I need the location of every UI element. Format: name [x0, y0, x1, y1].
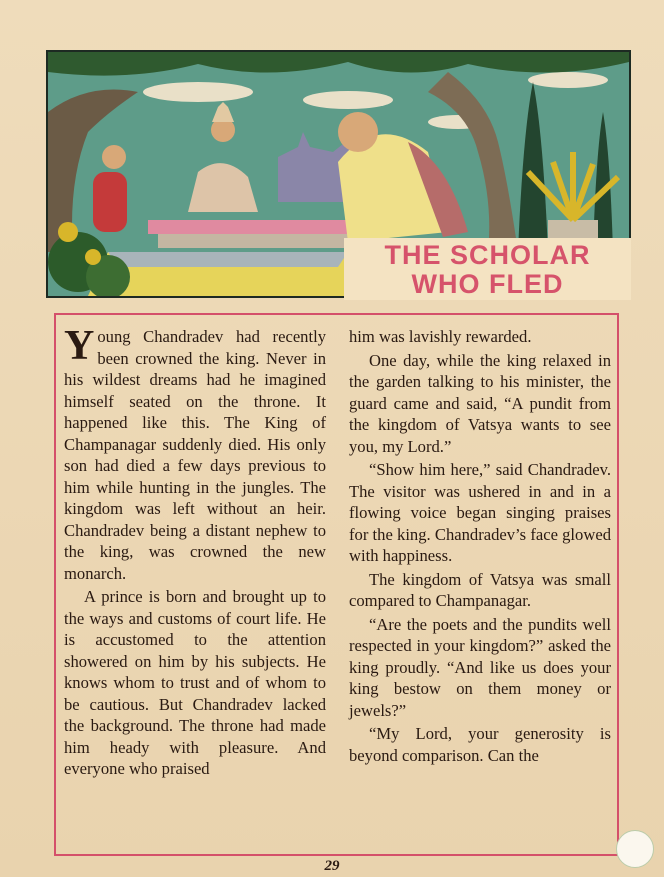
paragraph: him was lavishly rewarded.	[349, 327, 532, 346]
story-title	[344, 238, 631, 300]
page-number: 29	[324, 858, 340, 874]
paragraph-text: oung Chandradev had recently been crowned the king. Never in his wildest dreams had he imagined himself seated on the throne. It happened like this. The King of Champanagar suddenly died. His only son had died a few days previous to him while hunting in the jungles. The kingdom was left without an heir. Chandradev being a distant nephew to the king, was crowned the new monarch.	[64, 327, 326, 583]
paragraph: “My Lord, your generosity is beyond comparison. Can the	[349, 724, 611, 765]
publisher-logo-icon	[616, 830, 654, 868]
paragraph	[64, 323, 326, 584]
right-column	[349, 326, 611, 768]
title-line-2: WHO FLED	[411, 269, 564, 299]
paragraph: “Show him here,” said Chandradev. The visitor was ushered in and in a flowing voice began singing praises for the king. Chandradev’s face glowed with happiness.	[349, 460, 611, 565]
left-column	[64, 323, 326, 782]
drop-cap: Y	[64, 323, 95, 369]
title-line-1: THE SCHOLAR	[384, 240, 591, 270]
paragraph: The kingdom of Vatsya was small compared to Champanagar.	[349, 569, 611, 610]
paragraph: A prince is born and brought up to the ways and customs of court life. He is accustomed to the attention showered on him by his subjects. He knows whom to trust and of whom to be cautious. But Chandradev lacked the background. The throne had made him heady with pleasure. And everyone who praised	[64, 587, 326, 778]
text-frame	[54, 313, 619, 856]
paragraph: “Are the poets and the pundits well respected in your kingdom?” asked the king proudly. “And like us does your king bestow on them money or jewels?”	[349, 614, 611, 720]
paragraph: One day, while the king relaxed in the garden talking to his minister, the guard came and said, “A pundit from the kingdom of Vatsya wants to see you, my Lord.”	[349, 350, 611, 456]
